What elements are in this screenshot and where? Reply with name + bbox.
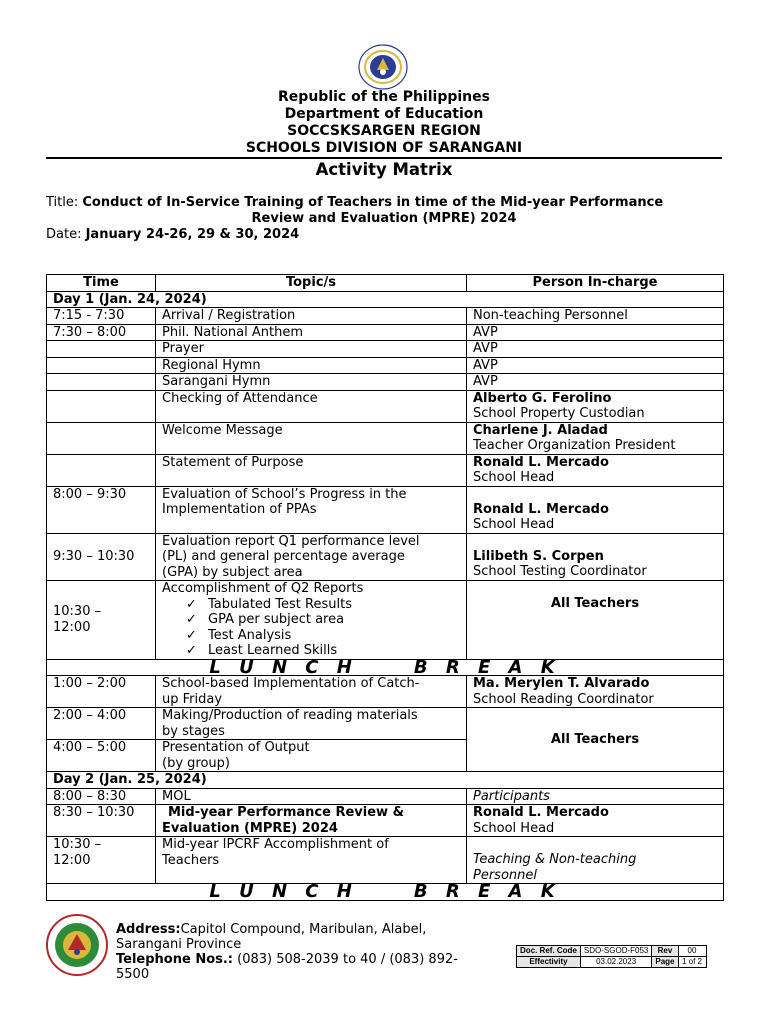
title-label: Title: xyxy=(46,195,79,210)
doc-ref-row xyxy=(517,946,707,957)
lunch-break-row xyxy=(47,659,724,676)
topic-cell: Checking of Attendance xyxy=(156,390,467,422)
page-value: 1 of 2 xyxy=(678,957,706,968)
table-row xyxy=(47,581,724,660)
topic-cell: Phil. National Anthem xyxy=(156,324,467,341)
doc-ref-table xyxy=(516,945,707,968)
topic-cell: Arrival / Registration xyxy=(156,308,467,325)
topic-line: Mid-year IPCRF Accomplishment of xyxy=(162,837,389,852)
person-role: Teacher Organization President xyxy=(473,438,676,453)
person-cell xyxy=(467,676,724,708)
day-1-label: Day 1 (Jan. 24, 2024) xyxy=(47,291,724,308)
person-cell: AVP xyxy=(467,357,724,374)
person-cell xyxy=(467,390,724,422)
topic-line: Making/Production of reading materials xyxy=(162,708,418,723)
title-value-1: Conduct of In-Service Training of Teachers in time of the Mid-year Performance xyxy=(82,195,664,210)
time-cell xyxy=(47,357,156,374)
person-name: Lilibeth S. Corpen xyxy=(473,548,604,564)
time-cell: 9:30 – 10:30 xyxy=(47,533,156,581)
topic-cell: Prayer xyxy=(156,341,467,358)
column-header-person: Person In-charge xyxy=(467,275,724,292)
person-name: Alberto G. Ferolino xyxy=(473,390,612,406)
rev-label: Rev xyxy=(652,946,678,957)
time-cell xyxy=(47,390,156,422)
person-name: Ronald L. Mercado xyxy=(473,805,609,820)
time-cell: 7:30 – 8:00 xyxy=(47,324,156,341)
date-value: January 24-26, 29 & 30, 2024 xyxy=(85,227,300,242)
phone-line xyxy=(116,952,496,967)
phone-label: Telephone Nos.: xyxy=(116,952,234,967)
header-region: SOCCSKSARGEN REGION xyxy=(287,123,481,139)
person-cell: Participants xyxy=(467,788,724,805)
date-line xyxy=(46,227,722,243)
document-title: Activity Matrix xyxy=(315,160,453,179)
topic-cell xyxy=(156,740,467,772)
time-line: 12:00 xyxy=(53,619,91,635)
person-line: Personnel xyxy=(473,867,537,883)
person-name: Ma. Merylen T. Alvarado xyxy=(473,676,650,691)
person-cell xyxy=(467,486,724,533)
deped-seal-icon xyxy=(357,44,409,90)
address-label: Address: xyxy=(116,922,181,937)
phone-line-2: 5500 xyxy=(116,967,150,978)
day-row xyxy=(47,772,724,789)
person-cell xyxy=(467,837,724,884)
address-value: Capitol Compound, Maribulan, Alabel, xyxy=(180,922,427,937)
person-cell xyxy=(467,422,724,454)
header-divider xyxy=(46,157,722,159)
address-line xyxy=(116,922,496,937)
topic-line: Presentation of Output xyxy=(162,740,310,755)
topic-cell: Sarangani Hymn xyxy=(156,374,467,391)
lunch-break-label xyxy=(47,656,724,678)
table-row xyxy=(47,676,724,708)
person-line: Teaching & Non-teaching xyxy=(473,852,637,867)
person-name: Ronald L. Mercado xyxy=(473,454,609,470)
table-row xyxy=(47,341,724,358)
topic-cell xyxy=(156,805,467,837)
topic-cell: Statement of Purpose xyxy=(156,454,467,486)
person-cell: All Teachers xyxy=(467,708,724,772)
person-cell: AVP xyxy=(467,324,724,341)
topic-cell: Regional Hymn xyxy=(156,357,467,374)
checklist xyxy=(162,597,460,659)
person-cell xyxy=(467,805,724,837)
address-line-2: Sarangani Province xyxy=(116,937,242,952)
effectivity-label: Effectivity xyxy=(517,957,581,968)
day-2-label: Day 2 (Jan. 25, 2024) xyxy=(47,772,724,789)
person-cell xyxy=(467,454,724,486)
time-cell xyxy=(47,422,156,454)
time-cell xyxy=(47,837,156,884)
checklist-item: ✓ Least Learned Skills xyxy=(186,643,460,659)
person-name: Charlene J. Aladad xyxy=(473,422,608,438)
effectivity-value: 03.02.2023 xyxy=(580,957,651,968)
topic-line: Teachers xyxy=(162,852,220,868)
person-role: School Reading Coordinator xyxy=(473,691,654,707)
column-header-topic: Topic/s xyxy=(156,275,467,292)
table-row xyxy=(47,454,724,486)
lunch-word: L U N C H xyxy=(209,881,358,902)
checklist-item: ✓ Test Analysis xyxy=(186,628,460,644)
title-line xyxy=(46,195,722,211)
topic-cell xyxy=(156,676,467,708)
table-header-row xyxy=(47,275,724,292)
person-cell: All Teachers xyxy=(467,581,724,660)
topic-line: Accomplishment of Q2 Reports xyxy=(162,581,364,596)
break-word: B R E A K xyxy=(413,656,561,678)
division-logo-icon xyxy=(46,914,108,976)
topic-cell xyxy=(156,581,467,660)
person-role: School Testing Coordinator xyxy=(473,564,647,579)
time-cell xyxy=(47,454,156,486)
topic-cell xyxy=(156,837,467,884)
table-row xyxy=(47,390,724,422)
checklist-item: ✓ GPA per subject area xyxy=(186,612,460,628)
topic-cell xyxy=(156,708,467,740)
table-row xyxy=(47,308,724,325)
time-cell: 7:15 - 7:30 xyxy=(47,308,156,325)
checklist-item: ✓ Tabulated Test Results xyxy=(186,597,460,613)
time-line: 10:30 – xyxy=(53,837,102,852)
person-cell: Non-teaching Personnel xyxy=(467,308,724,325)
doc-ref-row xyxy=(517,957,707,968)
time-cell: 1:00 – 2:00 xyxy=(47,676,156,708)
topic-line: (by group) xyxy=(162,755,230,771)
table-row xyxy=(47,324,724,341)
topic-line: up Friday xyxy=(162,691,223,707)
doc-ref-code-label: Doc. Ref. Code xyxy=(517,946,581,957)
topic-line: Implementation of PPAs xyxy=(162,502,317,517)
topic-line: (PL) and general percentage average xyxy=(162,549,405,564)
topic-line: Evaluation (MPRE) 2024 xyxy=(162,820,338,836)
lunch-break-row xyxy=(47,884,724,901)
time-line: 10:30 – xyxy=(53,604,102,620)
table-row xyxy=(47,374,724,391)
break-word: B R E A K xyxy=(413,881,561,902)
time-cell: 8:00 – 8:30 xyxy=(47,788,156,805)
activity-matrix-table xyxy=(46,274,724,901)
doc-ref-code: SDO-SGOD-F053 xyxy=(580,946,651,957)
footer-address-block xyxy=(116,922,496,978)
topic-cell: Welcome Message xyxy=(156,422,467,454)
lunch-word: L U N C H xyxy=(209,656,358,678)
time-cell: 8:30 – 10:30 xyxy=(47,805,156,837)
column-header-time: Time xyxy=(47,275,156,292)
lunch-break-label xyxy=(47,881,724,902)
rev-value: 00 xyxy=(678,946,706,957)
day-row xyxy=(47,291,724,308)
time-cell: 4:00 – 5:00 xyxy=(47,740,156,772)
time-cell xyxy=(47,581,156,660)
table-row xyxy=(47,805,724,837)
time-cell: 8:00 – 9:30 xyxy=(47,486,156,533)
agency-header xyxy=(0,89,768,157)
header-republic: Republic of the Philippines xyxy=(278,89,490,105)
page-label: Page xyxy=(652,957,678,968)
topic-cell xyxy=(156,533,467,581)
person-role: School Head xyxy=(473,517,555,532)
topic-cell xyxy=(156,486,467,533)
title-block xyxy=(46,195,722,243)
topic-line: (GPA) by subject area xyxy=(162,564,303,580)
person-role: School Head xyxy=(473,820,555,836)
time-cell: 2:00 – 4:00 xyxy=(47,708,156,740)
person-cell xyxy=(467,533,724,581)
topic-cell: MOL xyxy=(156,788,467,805)
phone-value: (083) 508-2039 to 40 / (083) 892- xyxy=(237,952,458,967)
time-cell xyxy=(47,374,156,391)
person-cell: AVP xyxy=(467,374,724,391)
table-row xyxy=(47,533,724,581)
table-row xyxy=(47,788,724,805)
table-row xyxy=(47,486,724,533)
topic-line: Mid-year Performance Review & xyxy=(168,805,404,820)
table-row xyxy=(47,708,724,740)
person-cell: AVP xyxy=(467,341,724,358)
header-division: SCHOOLS DIVISION OF SARANGANI xyxy=(245,140,523,156)
topic-line: Evaluation of School’s Progress in the xyxy=(162,486,407,502)
person-role: School Head xyxy=(473,470,555,485)
topic-line: by stages xyxy=(162,723,225,739)
person-role: School Property Custodian xyxy=(473,406,645,421)
time-cell xyxy=(47,341,156,358)
table-row xyxy=(47,837,724,884)
table-row xyxy=(47,422,724,454)
header-department: Department of Education xyxy=(284,106,484,122)
topic-line: Evaluation report Q1 performance level xyxy=(162,533,420,549)
title-value-2: Review and Evaluation (MPRE) 2024 xyxy=(251,211,517,226)
person-name: Ronald L. Mercado xyxy=(473,501,609,517)
table-row xyxy=(47,357,724,374)
date-label: Date: xyxy=(46,227,82,242)
time-line: 12:00 xyxy=(53,852,91,868)
topic-line: School-based Implementation of Catch- xyxy=(162,676,420,691)
